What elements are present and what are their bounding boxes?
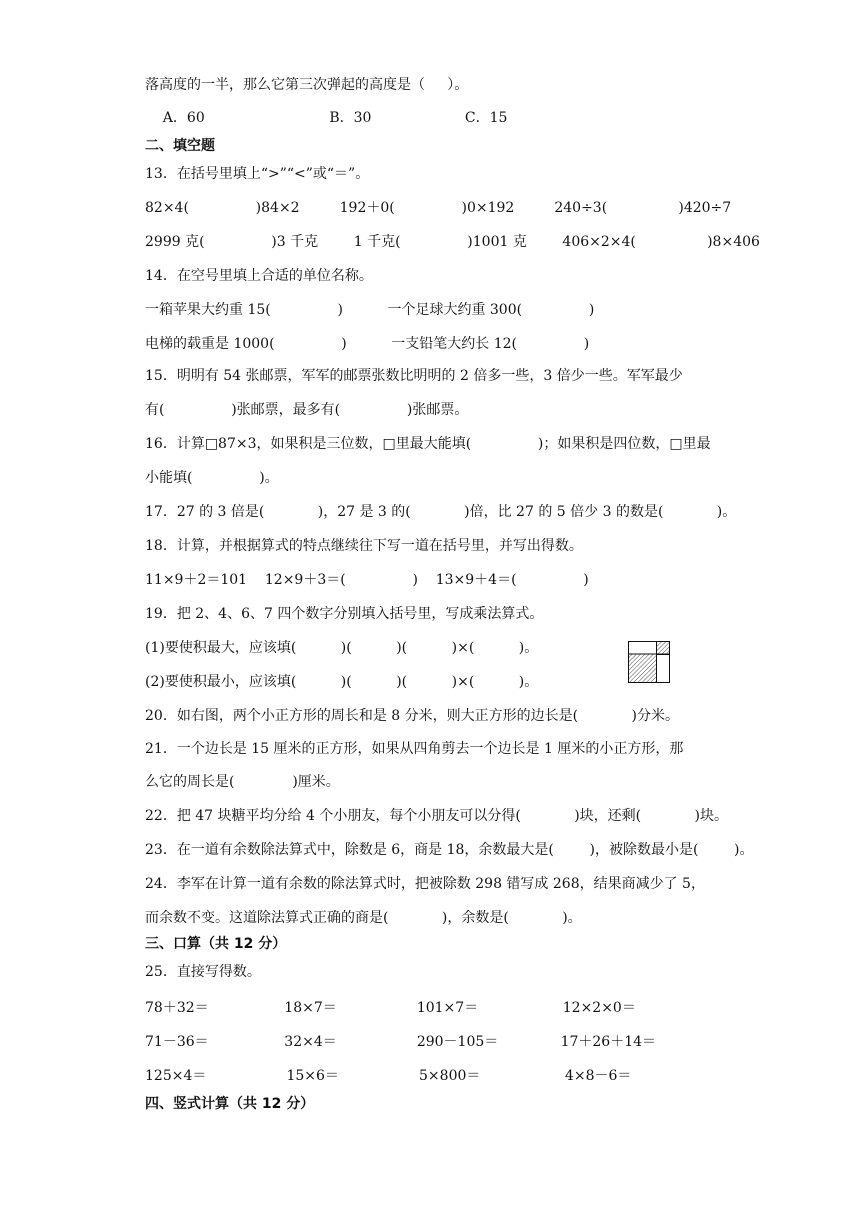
q19-part-1: (1)要使积最大，应该填( )( )( )×( )。 xyxy=(145,640,539,656)
question-15-cont: 有( )张邮票，最多有( )张邮票。 xyxy=(145,402,469,418)
question-24: 24．李军在计算一道有余数的除法算式时，把被除数 298 错写成 268，结果商减少了 5， xyxy=(145,876,705,892)
question-24-cont: 而余数不变。这道除法算式正确的商是( )，余数是( )。 xyxy=(145,910,582,926)
section-heading-fill-blank: 二、填空题 xyxy=(145,138,215,154)
q13-row-1: 82×4( )84×2 192＋0( )0×192 240÷3( )420÷7 xyxy=(145,200,732,216)
q19-part-2: (2)要使积最小，应该填( )( )( )×( )。 xyxy=(145,674,539,690)
small-square-top xyxy=(657,642,670,655)
q18-row: 11×9＋2＝101 12×9＋3＝( ) 13×9＋4＝( ) xyxy=(145,572,589,588)
question-21: 21．一个边长是 15 厘米的正方形，如果从四角剪去一个边长是 1 厘米的小正方形，那 xyxy=(145,741,684,757)
question-13: 13．在括号里填上“>”“<”或“＝”。 xyxy=(145,166,370,182)
section-heading-mental-math: 三、口算（共 12 分） xyxy=(145,936,287,952)
question-25: 25．直接写得数。 xyxy=(145,964,261,980)
question-17: 17．27 的 3 倍是( )，27 是 3 的( )倍，比 27 的 5 倍少 3 的数是( )。 xyxy=(145,504,737,520)
q25-row-2: 71－36＝ 32×4＝ 290－105＝ 17＋26＋14＝ xyxy=(145,1034,657,1050)
q25-row-3: 125×4＝ 15×6＝ 5×800＝ 4×8－6＝ xyxy=(145,1068,632,1084)
q14-row-1: 一箱苹果大约重 15( ) 一个足球大约重 300( ) xyxy=(145,302,595,318)
q13-row-2: 2999 克( )3 千克 1 千克( )1001 克 406×2×4( )8×406 xyxy=(145,234,760,250)
question-16-cont: 小能填( )。 xyxy=(145,470,279,486)
question-16: 16．计算□87×3，如果积是三位数，□里最大能填( )；如果积是四位数，□里最 xyxy=(145,436,711,452)
question-14: 14．在空号里填上合适的单位名称。 xyxy=(145,268,373,284)
choice-options: A．60 B．30 C．15 xyxy=(145,110,508,126)
question-20: 20．如右图，两个小正方形的周长和是 8 分米，则大正方形的边长是( )分米。 xyxy=(145,708,679,724)
question-15: 15．明明有 54 张邮票，军军的邮票张数比明明的 2 倍多一些，3 倍少一些。军军最少 xyxy=(145,368,683,384)
section-heading-vertical-calc: 四、竖式计算（共 12 分） xyxy=(145,1096,315,1112)
small-square-bottom xyxy=(629,654,657,683)
question-22: 22．把 47 块糖平均分给 4 个小朋友，每个小朋友可以分得( )块，还剩( )块。 xyxy=(145,808,728,824)
q14-row-2: 电梯的载重是 1000( ) 一支铅笔大约长 12( ) xyxy=(145,336,590,352)
question-19: 19．把 2、4、6、7 四个数字分别填入括号里，写成乘法算式。 xyxy=(145,606,544,622)
question-18: 18．计算，并根据算式的特点继续往下写一道在括号里，并写出得数。 xyxy=(145,538,583,554)
q25-row-1: 78＋32＝ 18×7＝ 101×7＝ 12×2×0＝ xyxy=(145,1000,636,1016)
question-21-cont: 么它的周长是( )厘米。 xyxy=(145,774,340,790)
problem-continuation: 落高度的一半，那么它第三次弹起的高度是（ ）。 xyxy=(145,77,469,93)
square-figure xyxy=(628,641,670,683)
question-23: 23．在一道有余数除法算式中，除数是 6，商是 18，余数最大是( )，被除数最小是( )。 xyxy=(145,842,754,858)
